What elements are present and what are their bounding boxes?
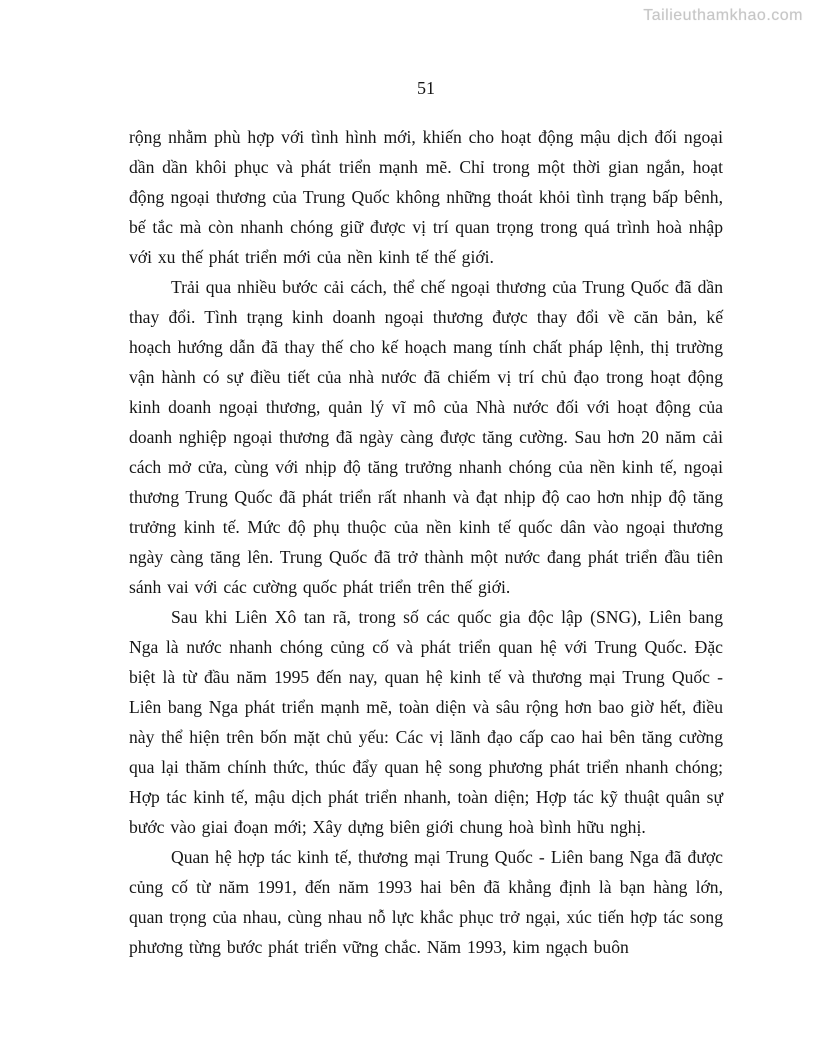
paragraph-continuation: rộng nhằm phù hợp với tình hình mới, khiến cho hoạt động mậu dịch đối ngoại dần dần khôi phục và phát triển mạnh mẽ. Chỉ trong một thời gian ngắn, hoạt động ngoại thương của Trung Quốc không những thoát khỏi tình trạng bấp bênh, bế tắc mà còn nhanh chóng giữ được vị trí quan trọng trong quá trình hoà nhập với xu thế phát triển mới của nền kinh tế thế giới. bbox=[129, 127, 723, 267]
watermark-text: Tailieuthamkhao.com bbox=[643, 7, 803, 24]
paragraph: Quan hệ hợp tác kinh tế, thương mại Trung Quốc - Liên bang Nga đã được củng cố từ năm 1991, đến năm 1993 hai bên đã khẳng định là bạn hàng lớn, quan trọng của nhau, cùng nhau nỗ lực khắc phục trở ngại, xúc tiến hợp tác song phương từng bước phát triển vững chắc. Năm 1993, kim ngạch buôn bbox=[129, 847, 723, 957]
document-body bbox=[129, 122, 723, 962]
paragraph: Trải qua nhiều bước cải cách, thể chế ngoại thương của Trung Quốc đã dần thay đổi. Tình trạng kinh doanh ngoại thương được thay đổi về căn bản, kế hoạch hướng dẫn đã thay thế cho kế hoạch mang tính chất pháp lệnh, thị trường vận hành có sự điều tiết của nhà nước đã chiếm vị trí chủ đạo trong hoạt động kinh doanh ngoại thương, quản lý vĩ mô của Nhà nước đối với hoạt động của doanh nghiệp ngoại thương đã ngày càng được tăng cường. Sau hơn 20 năm cải cách mở cửa, cùng với nhịp độ tăng trưởng nhanh chóng của nền kinh tế, ngoại thương Trung Quốc đã phát triển rất nhanh và đạt nhịp độ cao hơn nhịp độ tăng trưởng kinh tế. Mức độ phụ thuộc của nền kinh tế quốc dân vào ngoại thương ngày càng tăng lên. Trung Quốc đã trở thành một nước đang phát triển đầu tiên sánh vai với các cường quốc phát triển trên thế giới. bbox=[129, 277, 723, 597]
paragraph: Sau khi Liên Xô tan rã, trong số các quốc gia độc lập (SNG), Liên bang Nga là nước nhanh chóng củng cố và phát triển quan hệ với Trung Quốc. Đặc biệt là từ đầu năm 1995 đến nay, quan hệ kinh tế và thương mại Trung Quốc - Liên bang Nga phát triển mạnh mẽ, toàn diện và sâu rộng hơn bao giờ hết, điều này thể hiện trên bốn mặt chủ yếu: Các vị lãnh đạo cấp cao hai bên tăng cường qua lại thăm chính thức, thúc đẩy quan hệ song phương phát triển nhanh chóng; Hợp tác kinh tế, mậu dịch phát triển nhanh, toàn diện; Hợp tác kỹ thuật quân sự bước vào giai đoạn mới; Xây dựng biên giới chung hoà bình hữu nghị. bbox=[129, 607, 723, 837]
page-number: 51 bbox=[417, 78, 435, 98]
